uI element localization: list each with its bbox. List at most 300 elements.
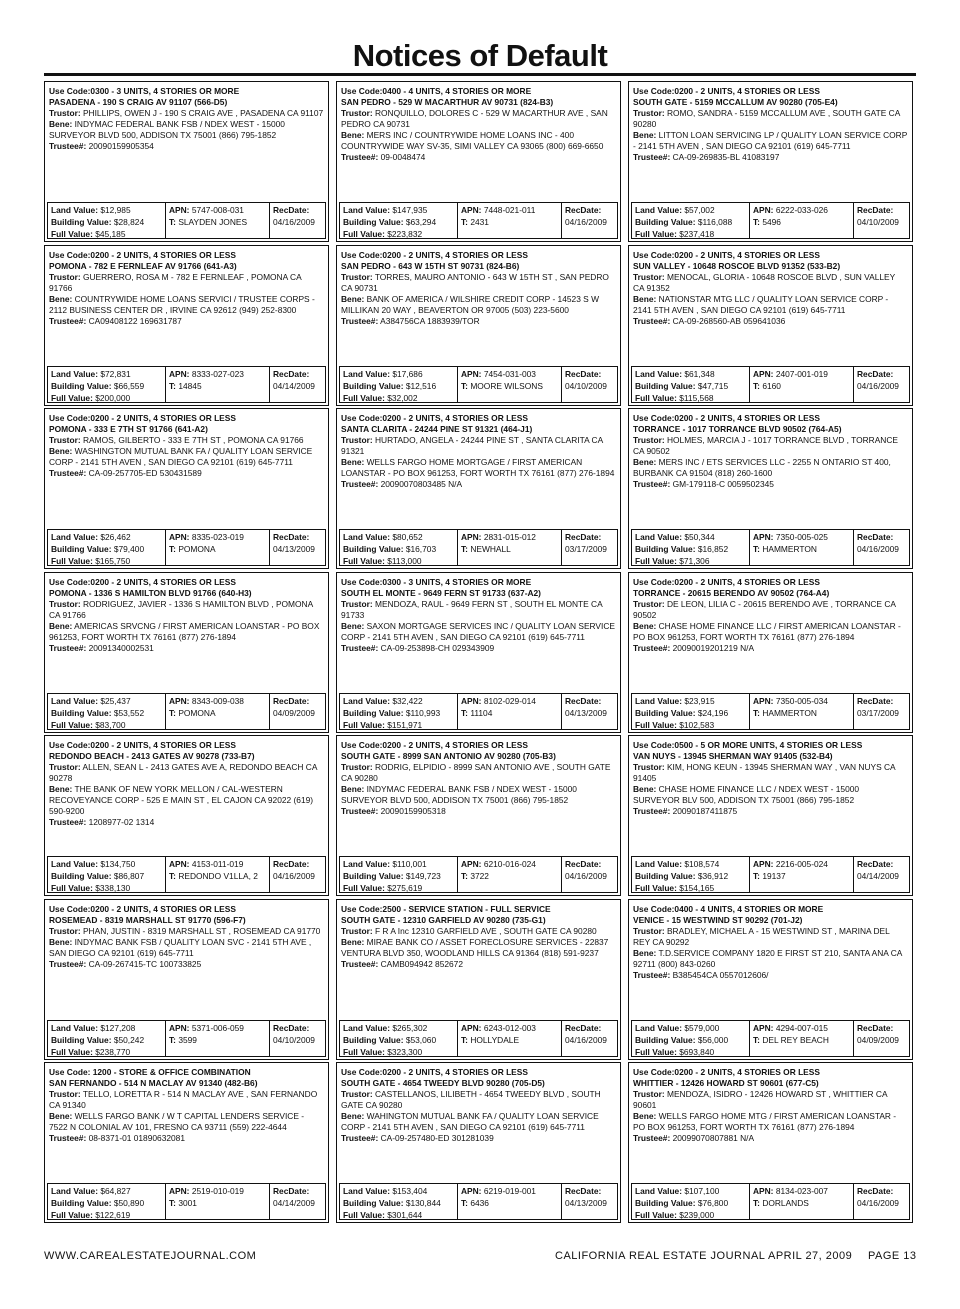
recdate-label (565, 1185, 614, 1197)
beneficiary-label: Bene: (49, 293, 73, 304)
trustor (633, 926, 908, 948)
trustor-value: TORRES, MAURO ANTONIO - 643 W 15TH ST , SAN PEDRO CA 90731 (341, 271, 609, 293)
building-value (343, 380, 454, 392)
values-col-value (48, 530, 165, 565)
recdate-value: 04/16/2009 (273, 217, 315, 227)
full-value-line-label: Full Value: (343, 229, 385, 239)
tract-line-value: HOLLYDALE (470, 1034, 520, 1045)
land-value-line-value: $80,652 (392, 532, 423, 542)
land-value-line-value: $153,404 (392, 1186, 428, 1196)
notice-text (49, 577, 324, 654)
tract (169, 380, 266, 392)
full-value (51, 1209, 162, 1221)
land-value-line-value: $32,422 (392, 695, 423, 706)
land-value (343, 531, 454, 543)
full-value-line-value: $115,568 (679, 392, 714, 403)
building-value-line (343, 217, 436, 227)
full-value-line (51, 883, 130, 893)
property-address: SAN PEDRO - 643 W 15TH ST 90731 (824-B6) (341, 260, 520, 271)
trustor-value: KIM, HONG KEUN - 13945 SHERMAN WAY , VAN NUYS CA 91405 (633, 762, 896, 783)
values-col-value (340, 367, 457, 402)
full-value-line-value: $154,165 (679, 883, 715, 893)
beneficiary-value: SAXON MORTGAGE SERVICES INC / QUALITY LOAN SERVICE CORP - 2141 5TH AVEN , SAN DIEGO CA 92101 (619) 645-7711 (341, 620, 615, 642)
recdate-label-text: RecDate: (565, 368, 602, 379)
notice-row (44, 572, 916, 736)
tract-line (169, 381, 202, 391)
trustee-number (341, 643, 616, 654)
apn-line-value: 7448-021-011 (483, 205, 536, 215)
full-value-line (343, 393, 418, 403)
beneficiary-value: WAHINGTON MUTUAL BANK FA / QUALITY LOAN SERVICE CORP - 2141 5TH AVEN , SAN DIEGO CA 92101 (619) 645-7711 (341, 1111, 599, 1132)
apn (169, 695, 266, 707)
full-value (635, 228, 746, 240)
values-table (631, 366, 910, 403)
tract-line-label: T: (169, 217, 176, 227)
trustee-number-value: CA-09-268560-AB 059641036 (672, 315, 786, 326)
beneficiary-label: Bene: (341, 293, 365, 304)
trustee-number-label: Trustee#: (633, 1133, 671, 1143)
apn (753, 368, 850, 380)
beneficiary-value: INDYMAC BANK FSB / QUALITY LOAN SVC - 2141 5TH AVE , SAN DIEGO CA 92101 (619) 645-7711 (49, 936, 312, 958)
trustor (49, 435, 324, 446)
apn-line-label: APN: (169, 1186, 190, 1196)
notice-card (336, 899, 621, 1060)
values-col-recdate (854, 857, 909, 892)
recdate-value: 04/13/2009 (565, 707, 607, 718)
apn-line-label: APN: (461, 532, 482, 542)
beneficiary (341, 621, 616, 643)
building-value (51, 870, 162, 882)
full-value (635, 392, 746, 404)
beneficiary-label: Bene: (49, 936, 73, 947)
building-value-line (51, 871, 144, 881)
land-value-line-label: Land Value: (51, 1022, 99, 1033)
beneficiary-value: WASHINGTON MUTUAL BANK FA / QUALITY LOAN SERVICE CORP - 2141 5TH AVEN , SAN DIEGO CA 92101 (619) 645-7711 (49, 446, 313, 467)
apn-line-value: 6243-012-003 (483, 1022, 536, 1033)
apn (753, 695, 850, 707)
tract-line (753, 217, 781, 227)
property-address: PASADENA - 190 S CRAIG AV 91107 (566-D5) (49, 97, 228, 107)
land-value-line-label: Land Value: (343, 532, 391, 542)
values-col-apn (165, 857, 270, 892)
tract (169, 707, 266, 719)
full-value (51, 1046, 162, 1058)
full-value-line-value: $83,700 (95, 719, 126, 730)
recdate-label-text: RecDate: (273, 1186, 310, 1196)
trustor-label: Trustor: (633, 925, 665, 936)
apn-line (169, 369, 244, 379)
values-col-value (632, 530, 749, 565)
apn-line-value: 5371-006-059 (191, 1022, 244, 1033)
trustee-number-label: Trustee#: (49, 642, 87, 653)
tract (169, 543, 266, 555)
beneficiary-label: Bene: (341, 784, 365, 794)
beneficiary-label: Bene: (49, 119, 73, 129)
notice-card (628, 408, 913, 569)
beneficiary (341, 784, 616, 806)
trustor (341, 435, 616, 457)
full-value-line-label: Full Value: (343, 556, 385, 566)
apn (461, 858, 558, 870)
notice-row (44, 245, 916, 409)
tract-line (753, 544, 817, 554)
values-col-recdate (854, 1021, 909, 1056)
trustor (49, 926, 324, 937)
recdate-label-text: RecDate: (273, 368, 310, 379)
trustee-number-label: Trustee#: (341, 479, 379, 489)
trustee-number-value: 20090019201219 N/A (672, 642, 755, 653)
trustor (633, 435, 908, 457)
values-col-value (48, 694, 165, 729)
beneficiary (633, 1111, 908, 1133)
trustee-number-label: Trustee#: (633, 152, 671, 162)
recdate-label-text: RecDate: (857, 368, 894, 379)
land-value-line-label: Land Value: (51, 1186, 99, 1196)
apn-line-value: 7454-031-003 (483, 368, 536, 379)
trustor-value: MENOCAL, GLORIA - 10648 ROSCOE BLVD , SUN VALLEY CA 91352 (633, 271, 896, 293)
beneficiary-value: MIRAE BANK CO / ASSET FORECLOSURE SERVICES - 22837 VENTURA BLVD 350, WOODLAND HILLS CA 91364 (818) 591-9237 (341, 936, 609, 958)
tract-line-label: T: (169, 1034, 176, 1045)
tract-line-value: NEWHALL (470, 544, 511, 554)
trustee-number (633, 152, 908, 163)
beneficiary (633, 784, 908, 806)
notice-text (341, 413, 616, 490)
tract-line-value: 14845 (178, 380, 202, 391)
recdate-label-text: RecDate: (273, 205, 310, 215)
trustor-value: RODRIGUEZ, JAVIER - 1336 S HAMILTON BLVD , POMONA CA 91766 (49, 598, 313, 620)
trustee-number-label: Trustee#: (341, 152, 379, 162)
recdate-label (565, 858, 614, 870)
trustee-number (633, 970, 908, 981)
apn-line (753, 205, 828, 215)
values-col-value (340, 530, 457, 565)
beneficiary (341, 937, 616, 959)
land-value (635, 1022, 746, 1034)
beneficiary-label: Bene: (341, 130, 365, 140)
values-col-apn (457, 857, 562, 892)
tract-line (753, 871, 786, 881)
building-value-line-value: $24,196 (697, 707, 729, 718)
land-value-line (343, 369, 423, 379)
building-value (635, 1197, 746, 1209)
building-value-line-value: $53,060 (405, 1034, 437, 1045)
trustor-label: Trustor: (633, 271, 665, 282)
apn (461, 531, 558, 543)
trustee-number-label: Trustee#: (633, 969, 671, 980)
apn-line (753, 696, 828, 706)
beneficiary (49, 621, 324, 643)
building-value-line (343, 544, 436, 554)
building-value-line-value: $36,912 (697, 871, 729, 881)
recdate-value: 04/10/2009 (273, 1034, 315, 1045)
recdate-label (273, 531, 322, 543)
land-value-line-label: Land Value: (51, 859, 99, 869)
land-value-line-label: Land Value: (635, 1022, 683, 1033)
building-value (51, 380, 162, 392)
tract-line (753, 381, 781, 391)
values-table (339, 202, 618, 239)
values-table (631, 529, 910, 566)
trustee-number (341, 1133, 616, 1144)
full-value (635, 1209, 746, 1221)
building-value-line-label: Building Value: (343, 544, 404, 554)
trustor-label: Trustor: (49, 762, 81, 772)
land-value-line-label: Land Value: (635, 532, 683, 542)
full-value (51, 228, 162, 240)
values-col-apn (457, 1021, 562, 1056)
apn-line (461, 532, 536, 542)
full-value-line-label: Full Value: (635, 719, 677, 730)
building-value-line-label: Building Value: (51, 707, 112, 718)
recdate-label (565, 531, 614, 543)
trustee-number-value: 1208977-02 1314 (88, 817, 155, 827)
building-value (343, 1034, 454, 1046)
notice-row (44, 735, 916, 899)
recdate-value: 04/14/2009 (273, 1198, 315, 1208)
tract-line-label: T: (169, 871, 176, 881)
trustor-value: GUERRERO, ROSA M - 782 E FERNLEAF , POMONA CA 91766 (49, 271, 302, 293)
notice-card (44, 245, 329, 406)
tract-line-label: T: (753, 707, 760, 718)
full-value-line-label: Full Value: (343, 883, 385, 893)
beneficiary (49, 937, 324, 959)
beneficiary-label: Bene: (633, 784, 657, 794)
land-value-line-value: $50,344 (684, 532, 715, 542)
full-value-line (51, 1210, 130, 1220)
notice-text (341, 740, 616, 817)
tract (753, 1197, 850, 1209)
building-value-line (343, 708, 440, 718)
beneficiary-label: Bene: (341, 1111, 365, 1121)
values-col-value (632, 1184, 749, 1219)
tract-line-value: 3001 (178, 1198, 197, 1208)
notice-card (44, 572, 329, 733)
use-code: Use Code:0200 - 2 UNITS, 4 STORIES OR LESS (341, 1067, 528, 1077)
tract-line-value: 6436 (470, 1198, 489, 1208)
building-value-line-value: $50,890 (113, 1198, 145, 1208)
full-value-line (635, 1210, 714, 1220)
property-address: POMONA - 782 E FERNLEAF AV 91766 (641-A3) (49, 260, 237, 271)
building-value-line (635, 381, 728, 391)
notice-text (633, 740, 908, 817)
values-col-recdate (270, 857, 325, 892)
building-value-line-label: Building Value: (343, 380, 404, 391)
apn-line-label: APN: (169, 368, 190, 379)
tract-line (169, 217, 247, 227)
recdate-label (857, 204, 906, 216)
building-value-line (635, 708, 728, 718)
full-value-line (343, 1210, 422, 1220)
recdate-value: 04/16/2009 (857, 1198, 899, 1208)
land-value-line-value: $17,686 (392, 368, 423, 379)
trustor-label: Trustor: (633, 108, 665, 118)
full-value-line-label: Full Value: (343, 1046, 385, 1057)
notice-text (49, 86, 324, 152)
apn (753, 858, 850, 870)
recdate-value: 04/09/2009 (857, 1034, 899, 1045)
building-value (343, 543, 454, 555)
apn-line-value: 8333-027-023 (191, 368, 244, 379)
recdate-value: 04/16/2009 (857, 380, 899, 391)
beneficiary-value: AMERICAS SRVCNG / FIRST AMERICAN LOANSTAR - PO BOX 961253, FORT WORTH TX 76161 (877) 276-1894 (49, 620, 320, 642)
trustor-label: Trustor: (633, 1089, 665, 1099)
title-rule (44, 73, 916, 76)
beneficiary-value: CHASE HOME FINANCE LLC / FIRST AMERICAN LOANSTAR - PO BOX 961253, FORT WORTH TX 76161 (877) 276-1894 (633, 620, 901, 642)
building-value-line-label: Building Value: (635, 871, 696, 881)
tract (169, 870, 266, 882)
building-value-line-value: $130,844 (405, 1198, 441, 1208)
trustor-label: Trustor: (49, 598, 81, 609)
property-address: WHITTIER - 12426 HOWARD ST 90601 (677-C5) (633, 1078, 819, 1088)
land-value-line (51, 205, 131, 215)
building-value-line-value: $66,559 (113, 380, 145, 391)
trustee-number-label: Trustee#: (49, 315, 87, 326)
tract-line (461, 217, 489, 227)
apn-line (461, 1023, 536, 1033)
full-value (51, 719, 162, 731)
trustor (341, 926, 616, 937)
land-value (343, 695, 454, 707)
full-value-line-label: Full Value: (51, 1210, 93, 1220)
trustor (341, 272, 616, 294)
recdate-label-text: RecDate: (565, 532, 602, 542)
full-value-line (635, 883, 714, 893)
trustee-number-value: 20091340002531 (88, 642, 154, 653)
trustee-number-label: Trustee#: (633, 642, 671, 653)
trustor (49, 1089, 324, 1111)
building-value-line-value: $116,088 (697, 217, 733, 227)
values-col-apn (165, 1184, 270, 1219)
trustor-label: Trustor: (341, 598, 373, 609)
building-value-line-label: Building Value: (51, 1034, 112, 1045)
building-value-line-label: Building Value: (343, 707, 404, 718)
recdate-label-text: RecDate: (857, 1186, 894, 1196)
values-col-apn (749, 367, 854, 402)
values-col-recdate (562, 694, 617, 729)
full-value-line-label: Full Value: (51, 1046, 93, 1057)
use-code: Use Code:0400 - 4 UNITS, 4 STORIES OR MORE (341, 86, 532, 96)
beneficiary-value: INDYMAC FEDERAL BANK FSB / NDEX WEST - 15000 SURVEYOR BLVD 500, ADDISON TX 75001 (866) 795-1852 (49, 119, 285, 140)
notice-text (633, 413, 908, 490)
values-table (631, 856, 910, 893)
recdate-label-text: RecDate: (565, 695, 602, 706)
property-address: SOUTH GATE - 5159 MCCALLUM AV 90280 (705-E4) (633, 97, 838, 107)
building-value-line-value: $63,294 (405, 217, 437, 227)
building-value-line-label: Building Value: (343, 217, 404, 227)
building-value (343, 216, 454, 228)
notice-text (49, 904, 324, 970)
apn-line-label: APN: (461, 205, 482, 215)
trustor-label: Trustor: (633, 762, 665, 772)
building-value (343, 707, 454, 719)
trustor-label: Trustor: (633, 435, 665, 445)
values-col-recdate (270, 1021, 325, 1056)
beneficiary-label: Bene: (49, 446, 73, 456)
land-value (51, 1185, 162, 1197)
values-col-value (340, 1184, 457, 1219)
trustee-number (633, 643, 908, 654)
full-value-line (635, 556, 710, 566)
values-col-recdate (854, 1184, 909, 1219)
use-code: Use Code: 1200 - STORE & OFFICE COMBINATION (49, 1067, 251, 1077)
recdate-value: 03/17/2009 (565, 544, 607, 554)
trustor-label: Trustor: (341, 108, 373, 118)
trustee-number (633, 1133, 908, 1144)
full-value-line (51, 720, 126, 730)
use-code: Use Code:0200 - 2 UNITS, 4 STORIES OR LESS (341, 249, 528, 260)
building-value-line (51, 381, 144, 391)
property-address: TORRANCE - 20615 BERENDO AV 90502 (764-A4) (633, 587, 830, 598)
footer-page: PAGE 13 (868, 1250, 917, 1262)
apn-line-label: APN: (753, 1022, 774, 1033)
values-table (47, 693, 326, 730)
notice-text (49, 250, 324, 327)
full-value-line-label: Full Value: (51, 883, 93, 893)
property-address: SOUTH EL MONTE - 9649 FERN ST 91733 (637-A2) (341, 587, 541, 598)
apn-line-label: APN: (169, 695, 190, 706)
building-value-line (51, 1198, 144, 1208)
tract-line-value: 5496 (762, 217, 781, 227)
trustee-number-label: Trustee#: (341, 958, 379, 969)
land-value-line-label: Land Value: (343, 695, 391, 706)
building-value-line (343, 871, 441, 881)
beneficiary (341, 457, 616, 479)
apn-line-label: APN: (461, 695, 482, 706)
notice-card (44, 1062, 329, 1223)
apn-line-label: APN: (753, 1186, 774, 1196)
trustee-number-value: GM-179118-C 0059502345 (672, 479, 774, 489)
apn-line (169, 1186, 244, 1196)
property-address: SOUTH GATE - 8999 SAN ANTONIO AV 90280 (705-B3) (341, 751, 556, 761)
recdate-label (857, 531, 906, 543)
notice-card (336, 1062, 621, 1223)
values-col-apn (457, 530, 562, 565)
beneficiary-label: Bene: (49, 784, 73, 794)
beneficiary (633, 457, 908, 479)
trustor-value: CASTELLANOS, LILIBETH - 4654 TWEEDY BLVD , SOUTH GATE CA 90280 (341, 1089, 601, 1110)
values-col-value (48, 857, 165, 892)
tract (753, 543, 850, 555)
beneficiary-value: MERS INC / ETS SERVICES LLC - 2255 N ONTARIO ST 400, BURBANK CA 91504 (818) 260-1600 (633, 457, 891, 478)
trustee-number (341, 316, 616, 327)
values-col-value (48, 1021, 165, 1056)
apn-line-value: 4294-007-015 (775, 1022, 828, 1033)
full-value (635, 555, 746, 567)
full-value-line-value: $238,770 (95, 1046, 131, 1057)
notice-row (44, 1062, 916, 1226)
trustor-value: DE LEON, LILIA C - 20615 BERENDO AVE , TORRANCE CA 90502 (633, 598, 896, 620)
footer-website: WWW.CAREALESTATEJOURNAL.COM (44, 1250, 257, 1262)
full-value-line-value: $32,002 (387, 392, 418, 403)
values-col-recdate (854, 203, 909, 238)
trustor-label: Trustor: (341, 435, 373, 445)
tract-line (461, 1035, 519, 1045)
apn-line (169, 859, 243, 869)
recdate-label (273, 1185, 322, 1197)
tract-line-label: T: (753, 217, 760, 227)
values-table (339, 529, 618, 566)
recdate-label-text: RecDate: (273, 532, 310, 542)
apn (753, 1022, 850, 1034)
full-value-line (51, 1047, 130, 1057)
building-value-line-value: $16,852 (697, 544, 729, 554)
trustor-label: Trustor: (49, 1089, 81, 1099)
values-table (339, 693, 618, 730)
beneficiary-value: WELLS FARGO HOME MORTGAGE / FIRST AMERICAN LOANSTAR - PO BOX 961253, FORT WORTH TX 76161 (877) 276-1894 (341, 457, 615, 478)
notice-row (44, 408, 916, 572)
building-value (635, 870, 746, 882)
full-value-line-label: Full Value: (343, 719, 385, 730)
